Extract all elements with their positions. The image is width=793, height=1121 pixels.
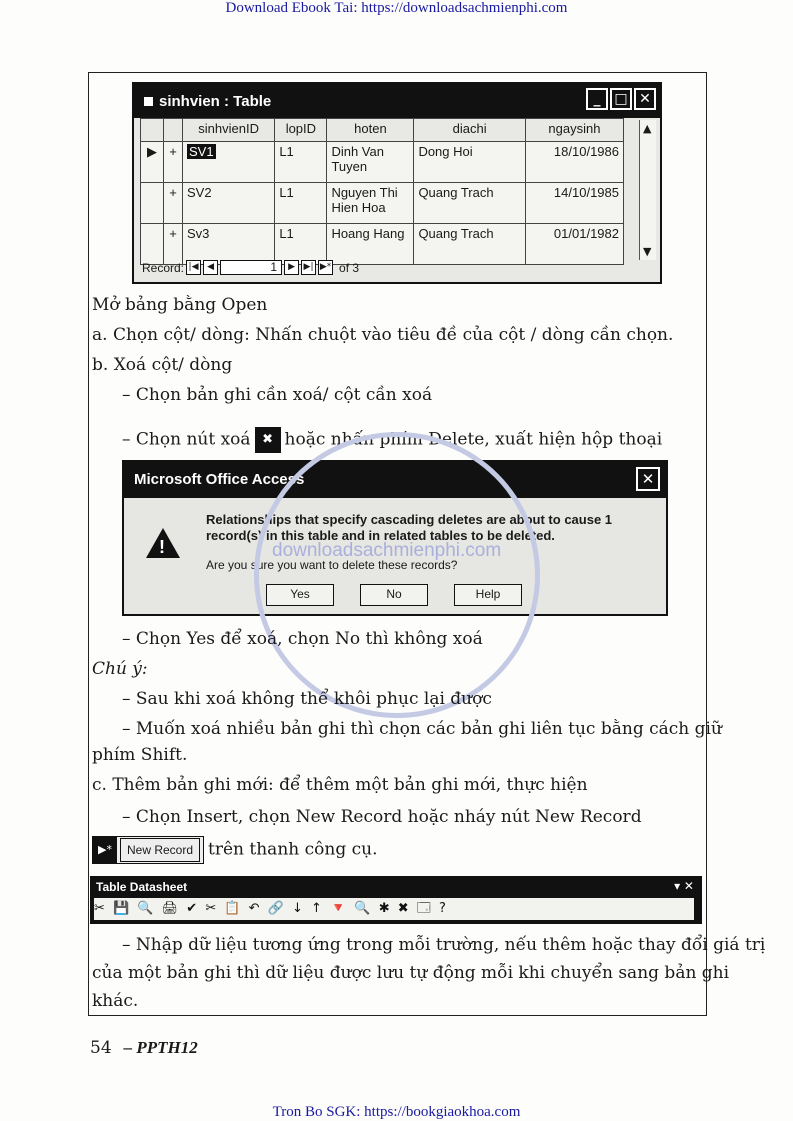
delete-confirm-dialog xyxy=(122,460,668,616)
datasheet-grid xyxy=(140,118,624,265)
cell-value-selected: SV1 xyxy=(189,144,214,159)
column-header-diachi[interactable]: diachi xyxy=(414,119,525,142)
row-selector[interactable] xyxy=(141,183,164,224)
next-record-icon[interactable]: ▶ xyxy=(284,260,299,275)
table-datasheet-toolbar xyxy=(90,876,702,924)
vertical-scrollbar[interactable] xyxy=(639,120,656,260)
cell-hoten[interactable]: Dinh Van Tuyen xyxy=(327,142,414,183)
note-2b: phím Shift. xyxy=(92,745,188,765)
expand-marker[interactable]: + xyxy=(164,224,183,265)
toolbar-close-icon[interactable]: ▾ ✕ xyxy=(674,879,694,893)
choose-button-post: hoặc nhấn phím Delete, xuất hiện hộp thoại xyxy=(284,429,663,450)
table-row[interactable] xyxy=(141,183,624,224)
last-record-icon[interactable]: ▶| xyxy=(301,260,316,275)
column-header-hoten[interactable]: hoten xyxy=(327,119,414,142)
warning-icon: ! xyxy=(146,528,180,558)
maximize-button[interactable]: □ xyxy=(610,88,632,110)
cell-lopid[interactable]: L1 xyxy=(275,183,327,224)
cell-lopid[interactable]: L1 xyxy=(275,224,327,265)
previous-record-icon[interactable]: ◀ xyxy=(203,260,218,275)
enter-data-1: – Nhập dữ liệu tương ứng trong mỗi trường, nếu thêm hoặc thay đổi giá trị xyxy=(122,935,766,955)
no-button[interactable]: No xyxy=(360,584,428,606)
table-row[interactable] xyxy=(141,224,624,265)
toolbar-title: Table Datasheet xyxy=(96,880,188,894)
new-record-icon: ▶* xyxy=(93,837,117,863)
cell-sinhvienid[interactable]: Sv3 xyxy=(183,224,275,265)
delete-heading: b. Xoá cột/ dòng xyxy=(92,355,233,375)
page-footer xyxy=(90,1038,198,1058)
row-selector[interactable] xyxy=(141,224,164,265)
enter-data-3: khác. xyxy=(92,991,139,1011)
new-record-button[interactable]: ▶* New Record xyxy=(92,836,204,864)
scroll-down-icon[interactable]: ▼ xyxy=(643,245,652,258)
cell-sinhvienid[interactable] xyxy=(183,142,275,183)
table-row[interactable] xyxy=(141,142,624,183)
expand-header xyxy=(164,119,183,142)
note-1: – Sau khi xoá không thể khôi phục lại được xyxy=(122,689,492,709)
choose-button-pre: – Chọn nút xoá xyxy=(122,429,251,450)
cell-ngaysinh[interactable]: 14/10/1985 xyxy=(525,183,623,224)
choose-yes-text: – Chọn Yes để xoá, chọn No thì không xoá xyxy=(122,629,483,649)
dialog-question: Are you sure you want to delete these records? xyxy=(206,558,458,572)
record-label: Record: xyxy=(142,260,185,275)
datasheet-titlebar xyxy=(134,84,660,118)
select-step-text: a. Chọn cột/ dòng: Nhấn chuột vào tiêu đề của cột / dòng cần chọn. xyxy=(92,325,674,345)
book-code: – PPTH12 xyxy=(123,1038,198,1057)
column-header-sinhvienid[interactable]: sinhvienID xyxy=(183,119,275,142)
yes-button[interactable]: Yes xyxy=(266,584,334,606)
note-2a: – Muốn xoá nhiều bản ghi thì chọn các bản ghi liên tục bằng cách giữ xyxy=(122,719,722,739)
cell-diachi[interactable]: Dong Hoi xyxy=(414,142,525,183)
enter-data-2: của một bản ghi thì dữ liệu được lưu tự động mỗi khi chuyển sang bản ghi xyxy=(92,963,730,983)
window-icon xyxy=(144,97,153,106)
cell-sinhvienid[interactable]: SV2 xyxy=(183,183,275,224)
help-button[interactable]: Help xyxy=(454,584,522,606)
datasheet-title: sinhvien : Table xyxy=(159,93,272,110)
choose-button-text xyxy=(122,427,662,453)
cell-hoten[interactable]: Hoang Hang xyxy=(327,224,414,265)
delete-record-icon[interactable]: ✖ xyxy=(255,427,281,453)
cell-ngaysinh[interactable]: 01/01/1982 xyxy=(525,224,623,265)
cell-diachi[interactable]: Quang Trach xyxy=(414,183,525,224)
scroll-up-icon[interactable]: ▲ xyxy=(643,122,652,135)
page-number: 54 xyxy=(90,1038,112,1058)
close-button[interactable]: ✕ xyxy=(634,88,656,110)
first-record-icon[interactable]: |◀ xyxy=(186,260,201,275)
insert-text: – Chọn Insert, chọn New Record hoặc nháy nút New Record xyxy=(122,807,642,827)
dialog-title: Microsoft Office Access xyxy=(134,471,305,488)
open-table-text: Mở bảng bằng Open xyxy=(92,295,268,315)
row-selector[interactable]: ▶ xyxy=(141,142,164,183)
expand-marker[interactable]: + xyxy=(164,183,183,224)
cell-lopid[interactable]: L1 xyxy=(275,142,327,183)
new-record-icon[interactable]: ▶* xyxy=(318,260,333,275)
record-number-input[interactable]: 1 xyxy=(220,260,282,275)
datasheet-window xyxy=(132,82,662,284)
on-toolbar-text: trên thanh công cụ. xyxy=(208,839,378,860)
new-record-line xyxy=(92,836,377,864)
header-link[interactable]: Download Ebook Tai: https://downloadsachmienphi.com xyxy=(225,0,568,16)
expand-marker[interactable]: + xyxy=(164,142,183,183)
record-navigator xyxy=(142,260,359,275)
add-record-heading: c. Thêm bản ghi mới: để thêm một bản ghi mới, thực hiện xyxy=(92,775,588,795)
dialog-close-button[interactable]: ✕ xyxy=(636,467,660,491)
record-total: of 3 xyxy=(339,260,360,275)
footer-link[interactable]: Tron Bo SGK: https://bookgiaokhoa.com xyxy=(272,1104,521,1120)
toolbar-icons[interactable]: ✂ 💾 🔍 🖨 ✔ ✂ 📋 ↶ 🔗 ↓ ↑ 🔻 🔍 ✱ ✖ 🗔 ? xyxy=(94,898,694,920)
column-header-lopid[interactable]: lopID xyxy=(275,119,327,142)
cell-diachi[interactable]: Quang Trach xyxy=(414,224,525,265)
minimize-button[interactable]: _ xyxy=(586,88,608,110)
note-label: Chú ý: xyxy=(92,659,148,679)
dialog-titlebar xyxy=(124,462,666,498)
row-selector-header[interactable] xyxy=(141,119,164,142)
choose-record-text: – Chọn bản ghi cần xoá/ cột cần xoá xyxy=(122,385,433,405)
dialog-message: Relationships that specify cascading deletes are about to cause 1 record(s) in this table and in related tables to be deleted. xyxy=(206,512,613,543)
cell-ngaysinh[interactable]: 18/10/1986 xyxy=(525,142,623,183)
cell-hoten[interactable]: Nguyen Thi Hien Hoa xyxy=(327,183,414,224)
column-header-ngaysinh[interactable]: ngaysinh xyxy=(525,119,623,142)
watermark-text: downloadsachmienphi.com xyxy=(272,540,502,561)
